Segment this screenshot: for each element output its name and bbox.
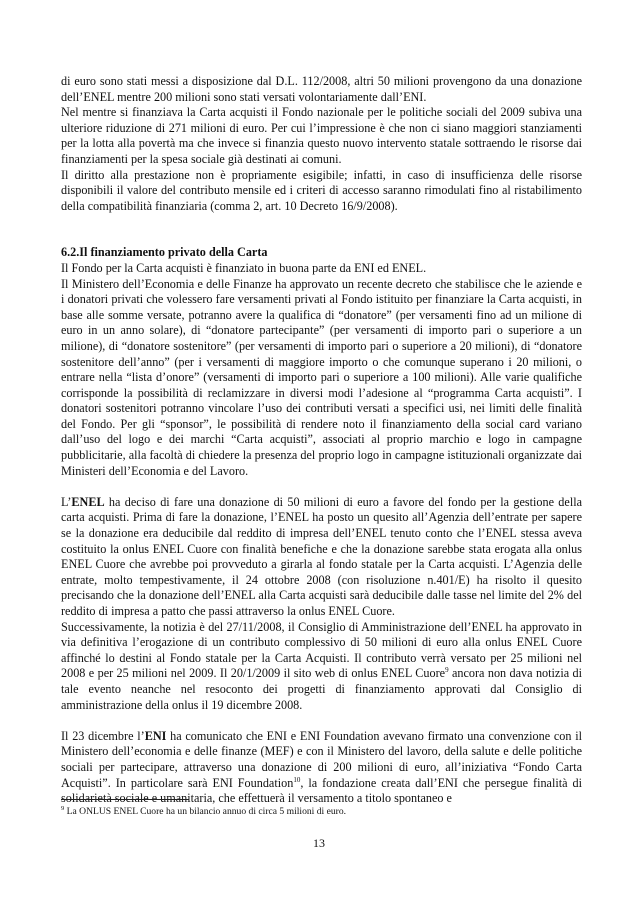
section-heading: 6.2.Il finanziamento privato della Carta [61, 245, 268, 260]
footnote-text: La ONLUS ENEL Cuore ha un bilancio annuo di circa 5 milioni di euro. [64, 806, 347, 817]
paragraph [61, 620, 582, 714]
paragraph: Il diritto alla prestazione non è propriamente esigibile; infatti, in caso di insufficienza delle risorse disponibili il valore del contributo mensile ed i criteri di accesso saranno rimodulati fino al ristabilimento della compatibilità finanziaria (comma 2, art. 10 Decreto 16/9/2008). [61, 167, 582, 213]
text-run: Il 23 dicembre l’ [61, 728, 145, 743]
body-text [61, 74, 582, 807]
bold-text-enel: ENEL [71, 494, 105, 509]
paragraph-enel [61, 495, 582, 620]
text-run: ha deciso di fare una donazione di 50 milioni di euro a favore del fondo per la gestione della carta acquisti. Prima di fare la donazione, l’ENEL ha posto un quesito all’Agenzia dell’entrate per sapere se la donazione era deducibile dal reddito di impresa dell’ENEL tenuto conto che l’ENEL stessa aveva costituito la onlus ENEL Cuore con finalità benefiche e che la donazione sarebbe stata erogata alla onlus ENEL Cuore che avrebbe poi provveduto a girarla al fondo statale per la Carta acquisti. L’Agenzia delle entrate, molto tempestivamente, il 24 ottobre 2008 (con risoluzione n.401/E) ha risolto il quesito precisando che la donazione dell’ENEL alla Carta acquisti sarà deducibile dalle tasse nel limite del 2% del reddito di impresa a patto che passi attraverso la onlus ENEL Cuore. [61, 494, 582, 618]
paragraph: Il Ministero dell’Economia e delle Finanze ha approvato un recente decreto che stabilisce che le aziende e i donatori privati che volessero fare versamenti privati al Fondo istituito per finanziare la Carta acquisti, in base alle somme versate, potranno avere la qualifica di “donatore” (per versamenti fino ad un milione di euro in un anno solare), di “donatore partecipante” (per versamenti di importo pari o superiore a un milione), di “donatore sostenitore” (per versamenti di importo pari o superiore a 20 milioni), di “donatore sostenitore dell’anno” (per i versamenti di maggiore importo o che comunque superano i 20 milioni, o entrare nella “lista d’onore” (versamenti di importo pari o superiore a 100 milioni). Alle varie qualifiche corrisponde la possibilità di reclamizzare in diversi modi l’adesione al “programma Carta acquisti”. I donatori sostenitori potranno vincolare l’uso dei contributi versati a specifici usi, nei limiti delle finalità del Fondo. Per gli “sponsor”, le possibilità di rendere noto il finanziamento della social card variano dall’uso del logo e dei marchi “Carta acquisti”, associati al proprio marchio e logo in campagne pubblicitarie, alla facoltà di chiedere la presenza del proprio logo in campagne istituzionali organizzate dai Ministeri dell’Economia e del Lavoro. [61, 276, 582, 478]
text-run: ha comunicato che ENI e ENI Foundation avevano firmato una convenzione con il Ministero dell’economia e delle finanze (MEF) e con il Ministero del lavoro, della salute e delle politiche sociali per partecipare, attraverso una donazione di 200 milioni di euro, all’iniziativa “Fondo Carta Acquisti”. In particolare sarà ENI Foundation [61, 728, 583, 790]
footnote-marker: 9 [61, 804, 65, 812]
text-run: L’ [61, 494, 72, 509]
text-run: , la fondazione creata dall’ENI che persegue finalità di solidarietà sociale e umanitaria, che effettuerà il versamento a titolo spontaneo e [61, 775, 582, 806]
paragraph-eni [61, 729, 582, 807]
paragraph: Il Fondo per la Carta acquisti è finanziato in buona parte da ENI ed ENEL. [61, 260, 427, 275]
footnote-reference: 10 [293, 775, 301, 784]
paragraph: Nel mentre si finanziava la Carta acquisti il Fondo nazionale per le politiche sociali del 2009 subiva una ulteriore riduzione di 271 milioni di euro. Per cui l’impressione è che non ci siano maggiori stanziamenti per la lotta alla povertà ma che invece si finanzia questo nuovo intervento statale sottraendo le risorse dai finanziamenti per la spesa sociale già destinati ai comuni. [61, 105, 582, 166]
bold-text-eni: ENI [144, 728, 167, 743]
paragraph: di euro sono stati messi a disposizione dal D.L. 112/2008, altri 50 milioni provengono da una donazione dell’ENEL mentre 200 milioni sono stati versati volontariamente dall’ENI. [61, 74, 582, 104]
text-run: ancora non dava notizia di tale evento neanche nel resoconto dei progetti di finanziamento approvati dal Consiglio di amministrazione della onlus il 19 dicembre 2008. [61, 666, 582, 712]
footnote-separator [61, 799, 189, 800]
footnote-reference: 9 [445, 666, 449, 675]
text-run: Successivamente, la notizia è del 27/11/2008, il Consiglio di Amministrazione dell’ENEL ha approvato in via definitiva l’erogazione di un contributo complessivo di 50 milioni di euro alla onlus ENEL Cuore affinché lo destini al Fondo statale per la Carta Acquisti. Il contributo verrà versato per 25 milioni nel 2008 e per 25 milioni nel 2009. Il 20/1/2009 il sito web di onlus ENEL Cuore [61, 619, 582, 681]
page-number: 13 [313, 836, 325, 850]
footnote [61, 806, 582, 818]
